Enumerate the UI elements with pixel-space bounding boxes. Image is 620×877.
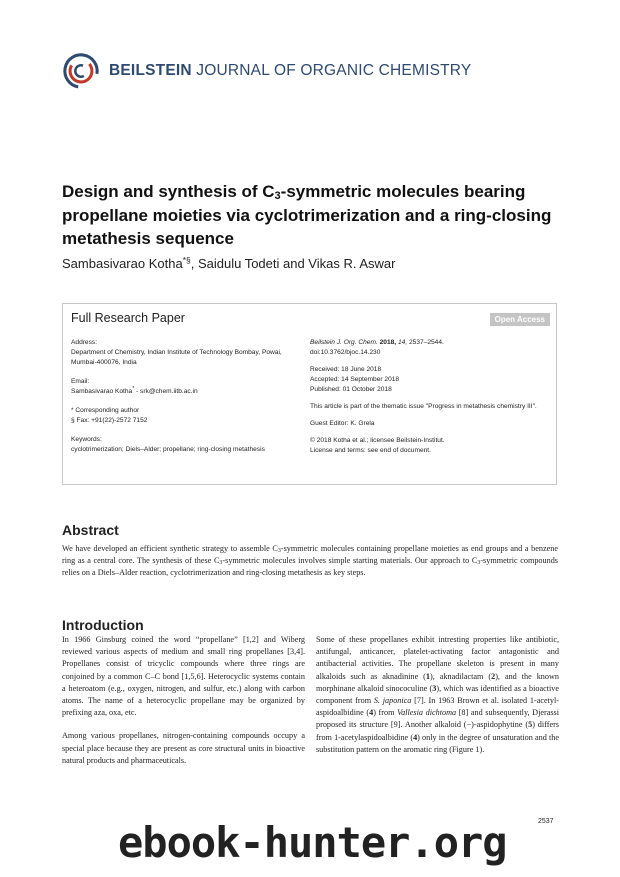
article-info-box	[62, 303, 557, 485]
author-marks: *§	[182, 255, 191, 265]
address-label: Address:	[71, 339, 98, 346]
journal-brand: BEILSTEIN	[109, 62, 192, 79]
keywords-text: cyclotrimerization; Diels–Alder; propellane; ring-closing metathesis	[71, 446, 265, 453]
journal-logo	[62, 52, 471, 90]
address-text: Department of Chemistry, Indian Institute of Technology Bombay, Powai, Mumbai-400076, India	[71, 349, 282, 366]
introduction-heading: Introduction	[62, 617, 144, 633]
author-list	[62, 256, 395, 271]
intro-paragraph-3: Some of these propellanes exhibit intresting properties like antibiotic, antifungal, anticancer, platelet-activating factor antagonistic and antibacterial activities. The propellane skeleton is present in many alkaloids such as aknadinine (1), aknadilactam (2), and the known morphinane alkaloid sinococuline (3), which was identified as a bioactive component from S. japonica [7]. In 1963 Brown et al. isolated 1-acetyl-aspidoalbidine (4) from Vallesia dichtoma [8] and subsequently, Djerassi proposed its structure [9]. Another alkaloid (−)-aspidophytine (5) differs from 1-acetylaspidoalbidine (4) only in the degree of unsaturation and the substitution pattern on the aromatic ring (Figure 1).	[316, 635, 560, 754]
author-others[interactable]: , Saidulu Todeti and Vikas R. Aswar	[190, 256, 396, 271]
fax-note: § Fax: +91(22)-2572 7152	[71, 417, 148, 424]
journal-name	[109, 62, 471, 80]
abstract-text: We have developed an efficient synthetic strategy to assemble $C_3$-symmetric molecules containing propellane moieties as end groups and a benzene ring as a central core. The synthesis of these $C_3$-symmetric molecules involves simple starting materials. Our approach to $C_3$-symmetric compounds relies on a Diels–Alder reaction, cyclotrimerization and ring-closing metathesis as key steps.	[62, 544, 558, 578]
introduction-right-column	[316, 634, 559, 756]
license-note[interactable]: License and terms: see end of document.	[310, 447, 431, 454]
thematic-issue-note[interactable]: This article is part of the thematic issue "Progress in metathesis chemistry III".	[310, 403, 537, 410]
author-kotha[interactable]: Sambasivarao Kotha	[62, 256, 183, 271]
abstract-heading: Abstract	[62, 522, 119, 538]
citation-line: Beilstein J. Org. Chem. 2018, 14, 2537–2544.	[310, 339, 444, 346]
doi-link[interactable]: doi:10.3762/bjoc.14.230	[310, 349, 381, 356]
accepted-date: Accepted: 14 September 2018	[310, 376, 400, 383]
journal-title: JOURNAL OF ORGANIC CHEMISTRY	[196, 62, 472, 79]
corresponding-author-note: * Corresponding author	[71, 407, 140, 414]
info-right-column	[310, 338, 552, 456]
article-title: Design and synthesis of $C_3$-symmetric molecules bearing propellane moieties via cyclotrimerization and a ring-closing metathesis sequence	[62, 182, 552, 248]
paper-type: Full Research Paper	[71, 311, 185, 325]
intro-paragraph-2: Among various propellanes, nitrogen-containing compounds occupy a special place because they are present as core structural units in bioactive natural products and pharmaceuticals.	[62, 731, 305, 765]
email-line[interactable]: Sambasivarao Kotha* - srk@chem.iitb.ac.in	[71, 386, 198, 395]
received-date: Received: 18 June 2018	[310, 366, 382, 373]
watermark-text: ebook-hunter.org	[118, 818, 507, 867]
page-number: 2537	[538, 818, 554, 825]
beilstein-logo-icon	[62, 52, 100, 90]
email-label: Email:	[71, 378, 90, 385]
keywords-label: Keywords:	[71, 436, 102, 443]
guest-editor: Guest Editor: K. Grela	[310, 420, 375, 427]
published-date: Published: 01 October 2018	[310, 386, 392, 393]
copyright-note: © 2018 Kotha et al.; licensee Beilstein-Institut.	[310, 437, 445, 444]
intro-paragraph-1: In 1966 Ginsburg coined the word “propellane” [1,2] and Wiberg reviewed various aspects of medium and small ring propellanes [3,4]. Propellanes consist of tricyclic compounds where three rings are conjoined by a common C–C bond [1,5,6]. Heterocyclic systems contain a heteroatom (e.g., oxygen, nitrogen, and sulfur, etc.) along with carbon atoms. The name of a heterocyclic propellane may be organized by prefixing aza, oxa, etc.	[62, 635, 305, 718]
open-access-badge: Open Access	[490, 313, 550, 326]
introduction-left-column	[62, 634, 305, 767]
info-left-column	[71, 338, 299, 455]
